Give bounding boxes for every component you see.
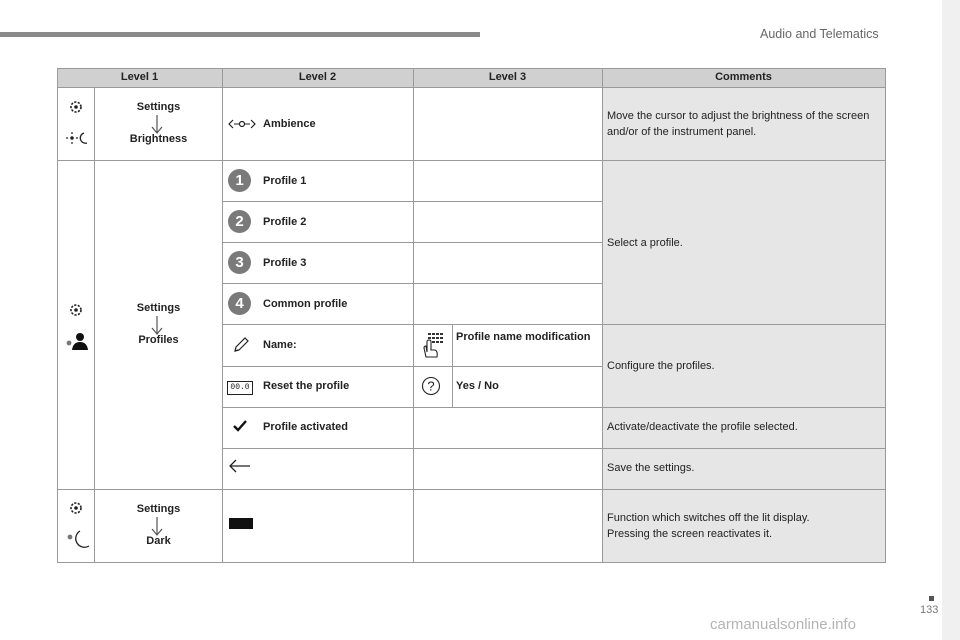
back-arrow-icon bbox=[228, 458, 252, 474]
profile-3-badge: 3 bbox=[228, 251, 251, 274]
profiles-l1-profiles: Profiles bbox=[138, 334, 179, 346]
gear-icon bbox=[68, 302, 84, 318]
dark-comment-line2: Pressing the screen reactivates it. bbox=[607, 528, 773, 540]
svg-text:?: ? bbox=[427, 378, 435, 394]
top-rule bbox=[0, 32, 480, 37]
dark-comment-line1: Function which switches off the lit display. bbox=[607, 512, 810, 524]
dark-l1-settings: Settings bbox=[136, 503, 181, 515]
reset-counter-icon: 00.0 bbox=[227, 381, 253, 395]
configure-comment: Configure the profiles. bbox=[607, 360, 715, 372]
gear-icon bbox=[68, 99, 84, 115]
brightness-l1-settings: Settings bbox=[136, 101, 181, 113]
name-label: Name: bbox=[263, 339, 297, 351]
header-level3: Level 3 bbox=[488, 71, 527, 83]
save-comment: Save the settings. bbox=[607, 462, 695, 474]
profile-activated-label: Profile activated bbox=[263, 421, 348, 433]
brightness-icon bbox=[66, 131, 88, 145]
page-edge-strip bbox=[942, 0, 960, 640]
reset-profile-label: Reset the profile bbox=[263, 380, 350, 392]
profile-name-modification: Profile name modification bbox=[456, 331, 591, 343]
ambience-slider-icon bbox=[228, 117, 256, 131]
question-icon bbox=[421, 376, 441, 396]
page-marker bbox=[929, 596, 934, 601]
profile-4-badge: 4 bbox=[228, 292, 251, 315]
profile-2-label: Profile 2 bbox=[263, 216, 307, 228]
brightness-comment: Move the cursor to adjust the brightness of the screen and/or of the instrument panel. bbox=[607, 110, 870, 138]
section-title: Audio and Telematics bbox=[760, 27, 879, 41]
watermark: carmanualsonline.info bbox=[710, 616, 856, 633]
ambience-label: Ambience bbox=[263, 118, 316, 130]
select-profile-comment: Select a profile. bbox=[607, 237, 683, 249]
profile-1-label: Profile 1 bbox=[263, 175, 307, 187]
keyboard-touch-icon bbox=[422, 332, 444, 358]
common-profile-label: Common profile bbox=[263, 298, 348, 310]
page-number: 133 bbox=[920, 604, 939, 616]
header-level2: Level 2 bbox=[298, 71, 337, 83]
activate-comment: Activate/deactivate the profile selected. bbox=[607, 421, 798, 433]
checkmark-icon bbox=[233, 420, 247, 432]
dark-screen-icon bbox=[229, 518, 253, 529]
profiles-l1-settings: Settings bbox=[136, 302, 181, 314]
pencil-icon bbox=[232, 336, 250, 354]
brightness-l1-brightness: Brightness bbox=[129, 133, 188, 145]
profile-3-label: Profile 3 bbox=[263, 257, 307, 269]
header-level1: Level 1 bbox=[120, 71, 159, 83]
gear-icon bbox=[68, 500, 84, 516]
moon-icon bbox=[66, 529, 90, 549]
header-comments: Comments bbox=[715, 71, 772, 83]
profile-2-badge: 2 bbox=[228, 210, 251, 233]
profile-1-badge: 1 bbox=[228, 169, 251, 192]
yes-no-label: Yes / No bbox=[456, 380, 499, 392]
profile-user-icon bbox=[65, 332, 89, 350]
dark-l1-dark: Dark bbox=[146, 535, 171, 547]
